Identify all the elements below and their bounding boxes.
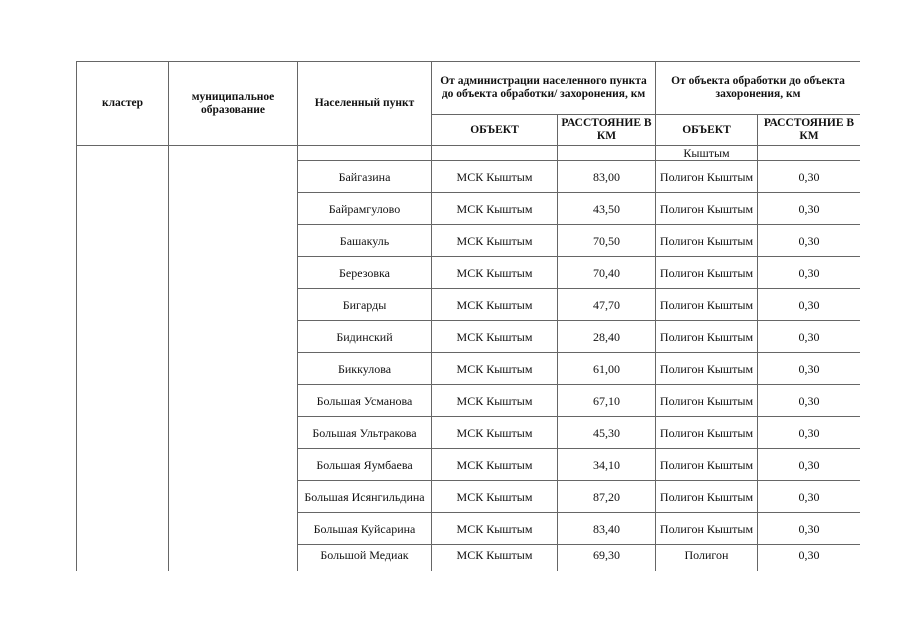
- settlement-cell: Большая Яумбаева: [298, 449, 432, 481]
- dist2-cell: 0,30: [758, 257, 861, 289]
- municipality-cell: [169, 146, 298, 572]
- dist1-cell: 83,00: [558, 161, 656, 193]
- settlement-cell: Большая Исянгильдина: [298, 481, 432, 513]
- dist2-cell: 0,30: [758, 353, 861, 385]
- object2-cell: Полигон Кыштым: [656, 161, 758, 193]
- object1-cell: МСК Кыштым: [432, 161, 558, 193]
- object2-cell: Полигон Кыштым: [656, 257, 758, 289]
- settlement-cell: Бигарды: [298, 289, 432, 321]
- object1-cell: МСК Кыштым: [432, 385, 558, 417]
- object1-cell: МСК Кыштым: [432, 289, 558, 321]
- object2-cell: Полигон Кыштым: [656, 385, 758, 417]
- object1-cell: МСК Кыштым: [432, 481, 558, 513]
- settlement-cell: [298, 146, 432, 161]
- distance-table: [76, 61, 860, 571]
- object2-cell: Полигон Кыштым: [656, 513, 758, 545]
- dist1-cell: 45,30: [558, 417, 656, 449]
- object1-cell: МСК Кыштым: [432, 353, 558, 385]
- settlement-cell: Биккулова: [298, 353, 432, 385]
- object2-cell: Кыштым: [656, 146, 758, 161]
- settlement-cell: Башакуль: [298, 225, 432, 257]
- dist1-cell: 70,40: [558, 257, 656, 289]
- object1-cell: [432, 146, 558, 161]
- dist2-cell: 0,30: [758, 417, 861, 449]
- header-group-facility: От объекта обработки до объекта захоронения, км: [656, 62, 861, 115]
- settlement-cell: Большая Усманова: [298, 385, 432, 417]
- header-group-admin: От администрации населенного пункта до объекта обработки/ захоронения, км: [432, 62, 656, 115]
- object2-cell: Полигон Кыштым: [656, 321, 758, 353]
- table-row-partial: [77, 146, 861, 161]
- document-page: [76, 61, 860, 571]
- object2-cell: Полигон Кыштым: [656, 225, 758, 257]
- dist1-cell: 67,10: [558, 385, 656, 417]
- dist1-cell: 47,70: [558, 289, 656, 321]
- object2-cell: Полигон Кыштым: [656, 449, 758, 481]
- dist2-cell: 0,30: [758, 161, 861, 193]
- dist1-cell: 87,20: [558, 481, 656, 513]
- settlement-cell: Большая Куйсарина: [298, 513, 432, 545]
- dist1-cell: 83,40: [558, 513, 656, 545]
- dist1-cell: 43,50: [558, 193, 656, 225]
- dist2-cell: 0,30: [758, 385, 861, 417]
- object2-cell: Полигон: [656, 545, 758, 572]
- object1-cell: МСК Кыштым: [432, 193, 558, 225]
- settlement-cell: Большая Ультракова: [298, 417, 432, 449]
- object2-cell: Полигон Кыштым: [656, 193, 758, 225]
- object2-cell: Полигон Кыштым: [656, 481, 758, 513]
- settlement-cell: Бидинский: [298, 321, 432, 353]
- header-distance-1: РАССТОЯНИЕ В КМ: [558, 115, 656, 146]
- dist2-cell: 0,30: [758, 449, 861, 481]
- header-cluster: кластер: [77, 62, 169, 146]
- dist2-cell: [758, 146, 861, 161]
- object2-cell: Полигон Кыштым: [656, 289, 758, 321]
- object1-cell: МСК Кыштым: [432, 257, 558, 289]
- header-municipality: муниципальное образование: [169, 62, 298, 146]
- object2-cell: Полигон Кыштым: [656, 417, 758, 449]
- dist1-cell: 69,30: [558, 545, 656, 572]
- object1-cell: МСК Кыштым: [432, 417, 558, 449]
- dist2-cell: 0,30: [758, 225, 861, 257]
- dist2-cell: 0,30: [758, 193, 861, 225]
- object2-cell: Полигон Кыштым: [656, 353, 758, 385]
- dist2-cell: 0,30: [758, 289, 861, 321]
- object1-cell: МСК Кыштым: [432, 449, 558, 481]
- dist1-cell: 61,00: [558, 353, 656, 385]
- header-distance-2: РАССТОЯНИЕ В КМ: [758, 115, 861, 146]
- object1-cell: МСК Кыштым: [432, 225, 558, 257]
- header-settlement: Населенный пункт: [298, 62, 432, 146]
- dist1-cell: 34,10: [558, 449, 656, 481]
- dist1-cell: [558, 146, 656, 161]
- dist2-cell: 0,30: [758, 545, 861, 572]
- dist2-cell: 0,30: [758, 321, 861, 353]
- settlement-cell: Байгазина: [298, 161, 432, 193]
- dist2-cell: 0,30: [758, 481, 861, 513]
- settlement-cell: Березовка: [298, 257, 432, 289]
- object1-cell: МСК Кыштым: [432, 321, 558, 353]
- dist1-cell: 70,50: [558, 225, 656, 257]
- header-object-1: ОБЪЕКТ: [432, 115, 558, 146]
- object1-cell: МСК Кыштым: [432, 513, 558, 545]
- object1-cell: МСК Кыштым: [432, 545, 558, 572]
- settlement-cell: Большой Медиак: [298, 545, 432, 572]
- dist2-cell: 0,30: [758, 513, 861, 545]
- dist1-cell: 28,40: [558, 321, 656, 353]
- settlement-cell: Байрамгулово: [298, 193, 432, 225]
- cluster-cell: [77, 146, 169, 572]
- header-object-2: ОБЪЕКТ: [656, 115, 758, 146]
